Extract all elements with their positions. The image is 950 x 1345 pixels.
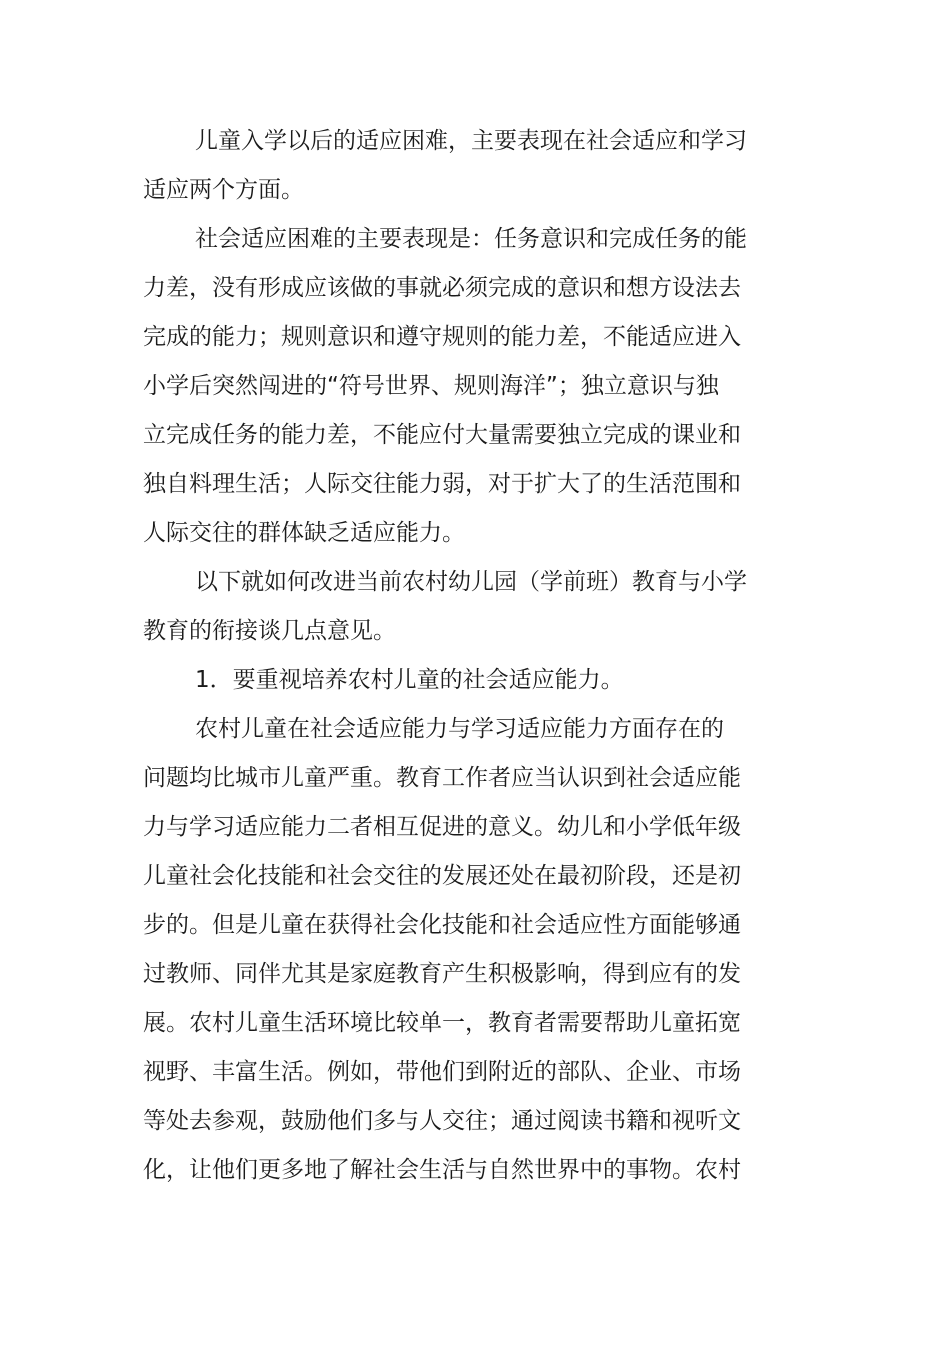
paragraph-1-line-2: 适应两个方面。 bbox=[143, 177, 304, 203]
paragraph-3-line-1: 以下就如何改进当前农村幼儿园（学前班）教育与小学 bbox=[195, 569, 747, 595]
paragraph-4-line-7: 展。农村儿童生活环境比较单一，教育者需要帮助儿童拓宽 bbox=[143, 1010, 741, 1036]
paragraph-3-line-2: 教育的衔接谈几点意见。 bbox=[143, 618, 396, 644]
paragraph-1-line-1: 儿童入学以后的适应困难，主要表现在社会适应和学习 bbox=[195, 128, 747, 154]
paragraph-4-line-9: 等处去参观，鼓励他们多与人交往；通过阅读书籍和视听文 bbox=[143, 1108, 741, 1134]
document-body bbox=[143, 117, 753, 1195]
paragraph-4-line-8: 视野、丰富生活。例如，带他们到附近的部队、企业、市场 bbox=[143, 1059, 741, 1085]
section-heading: 1．要重视培养农村儿童的社会适应能力。 bbox=[195, 667, 624, 693]
paragraph-2-line-4: 小学后突然闯进的“符号世界、规则海洋”；独立意识与独 bbox=[143, 373, 719, 399]
paragraph-4-line-10: 化，让他们更多地了解社会生活与自然世界中的事物。农村 bbox=[143, 1157, 741, 1183]
paragraph-4-line-5: 步的。但是儿童在获得社会化技能和社会适应性方面能够通 bbox=[143, 912, 741, 938]
paragraph-2-line-2: 力差，没有形成应该做的事就必须完成的意识和想方设法去 bbox=[143, 275, 741, 301]
paragraph-2-line-6: 独自料理生活；人际交往能力弱，对于扩大了的生活范围和 bbox=[143, 471, 741, 497]
paragraph-2-line-7: 人际交往的群体缺乏适应能力。 bbox=[143, 520, 465, 546]
paragraph-2-line-3: 完成的能力；规则意识和遵守规则的能力差，不能适应进入 bbox=[143, 324, 741, 350]
paragraph-2-line-5: 立完成任务的能力差，不能应付大量需要独立完成的课业和 bbox=[143, 422, 741, 448]
paragraph-4-line-6: 过教师、同伴尤其是家庭教育产生积极影响，得到应有的发 bbox=[143, 961, 741, 987]
paragraph-4-line-1: 农村儿童在社会适应能力与学习适应能力方面存在的 bbox=[195, 716, 724, 742]
paragraph-4-line-3: 力与学习适应能力二者相互促进的意义。幼儿和小学低年级 bbox=[143, 814, 741, 840]
paragraph-4-line-4: 儿童社会化技能和社会交往的发展还处在最初阶段，还是初 bbox=[143, 863, 741, 889]
paragraph-4-line-2: 问题均比城市儿童严重。教育工作者应当认识到社会适应能 bbox=[143, 765, 741, 791]
paragraph-2-line-1: 社会适应困难的主要表现是：任务意识和完成任务的能 bbox=[195, 226, 747, 252]
